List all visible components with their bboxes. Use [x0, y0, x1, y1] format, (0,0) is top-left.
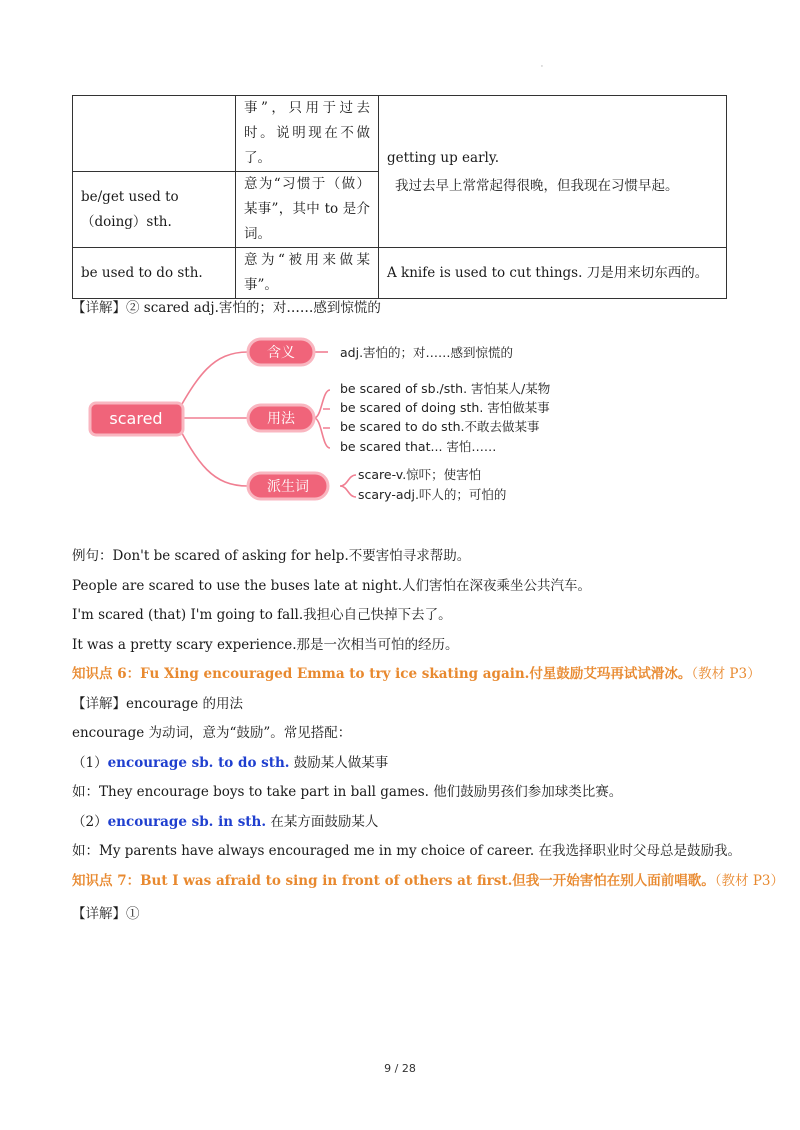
- knowledge-point-6: [72, 662, 761, 682]
- usage-phrase: encourage sb. in sth.: [107, 814, 267, 830]
- derivative-item: scare-v.惊吓；使害怕: [358, 467, 482, 482]
- table-cell: 意为“被用来做某事”。: [236, 248, 379, 299]
- usage-phrase: encourage sb. to do sth.: [107, 755, 290, 771]
- table-cell: [379, 96, 727, 248]
- branch-label: 含义: [267, 345, 295, 361]
- knowledge-point-title: 知识点 6：Fu Xing encouraged Emma to try ice skating again.付星鼓励艾玛再试试滑冰。: [72, 666, 692, 682]
- usage-meaning: 鼓励某人做某事: [289, 755, 389, 771]
- detail-afraid: 【详解】①: [72, 906, 140, 922]
- table-cell: be/get used to （doing）sth.: [73, 172, 236, 248]
- encourage-example-2: 如：My parents have always encouraged me in my choice of career. 在我选择职业时父母总是鼓励我。: [72, 843, 741, 859]
- encourage-usage-1: [72, 751, 388, 771]
- connector-root-derivative: [174, 418, 248, 486]
- root-label: scared: [109, 409, 163, 428]
- derivative-item: scary-adj.吓人的；可怕的: [358, 487, 507, 502]
- usage-number: （1）: [72, 755, 108, 771]
- encourage-heading: 【详解】encourage 的用法: [72, 696, 243, 712]
- branch-label: 派生词: [267, 479, 309, 495]
- example-sentence: People are scared to use the buses late at night.人们害怕在深夜乘坐公共汽车。: [72, 578, 592, 594]
- usage-item: be scared to do sth.不敢去做某事: [340, 419, 540, 434]
- table-cell-line: getting up early.: [387, 149, 499, 166]
- branch-node-usage: [248, 405, 314, 431]
- branch-node-derivatives: [248, 473, 328, 499]
- table-cell: A knife is used to cut things. 刀是用来切东西的。: [379, 248, 727, 299]
- table-cell: 事”，只用于过去时。说明现在不做了。: [236, 96, 379, 172]
- detail-scared: 【详解】② scared adj.害怕的；对……感到惊慌的: [72, 300, 381, 316]
- connector-root-meaning: [174, 352, 248, 418]
- table-cell: 意为“习惯于（做）某事”，其中 to 是介词。: [236, 172, 379, 248]
- connector-usage-brace: [314, 390, 330, 448]
- table-cell-line: 我过去早上常常起得很晚，但我现在习惯早起。: [395, 177, 679, 194]
- connector-usage-ticks: [323, 409, 330, 428]
- textbook-source: （教材 P3）: [691, 666, 761, 682]
- table-cell: be used to do sth.: [73, 248, 236, 299]
- usage-item: be scared of sb./sth. 害怕某人/某物: [340, 381, 551, 396]
- textbook-source: （教材 P3）: [714, 873, 784, 889]
- branch-node-meaning: [248, 339, 314, 365]
- corner-mark: ': [541, 64, 543, 72]
- encourage-usage-2: [72, 810, 378, 830]
- branch-label: 用法: [267, 411, 295, 427]
- example-sentence: I'm scared (that) I'm going to fall.我担心自己快掉下去了。: [72, 607, 452, 623]
- usage-item: be scared of doing sth. 害怕做某事: [340, 400, 550, 415]
- usage-number: （2）: [72, 814, 108, 830]
- encourage-intro: encourage 为动词，意为“鼓励”。常见搭配：: [72, 725, 352, 741]
- example-sentence: 例句：Don't be scared of asking for help.不要害怕寻求帮助。: [72, 548, 471, 564]
- meaning-item: adj.害怕的；对……感到惊慌的: [340, 345, 514, 360]
- scared-mind-map: [88, 330, 568, 510]
- knowledge-point-7: [72, 869, 784, 889]
- page-number: 9 / 28: [384, 1062, 416, 1075]
- usage-item: be scared that... 害怕……: [340, 439, 497, 454]
- table-cell: [73, 96, 236, 172]
- usage-table: [72, 95, 727, 299]
- example-sentence: It was a pretty scary experience.那是一次相当可怕的经历。: [72, 637, 459, 653]
- root-node: [90, 403, 183, 435]
- connector-derivative-brace: [340, 475, 356, 497]
- knowledge-point-title: 知识点 7：But I was afraid to sing in front of others at first.但我一开始害怕在别人面前唱歌。: [72, 873, 715, 889]
- usage-meaning: 在某方面鼓励某人: [266, 814, 379, 830]
- encourage-example-1: 如：They encourage boys to take part in ball games. 他们鼓励男孩们参加球类比赛。: [72, 784, 623, 800]
